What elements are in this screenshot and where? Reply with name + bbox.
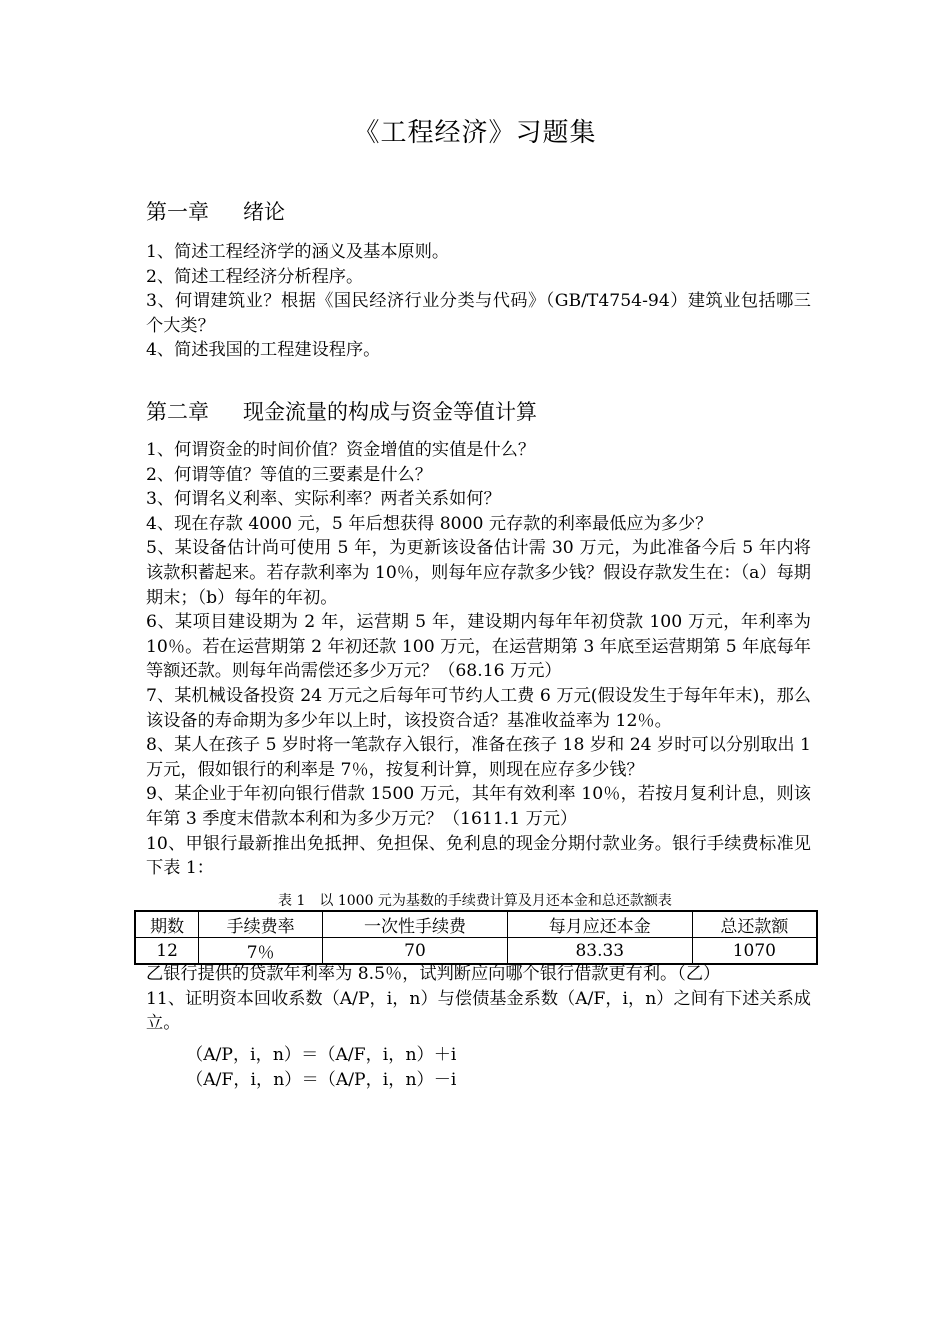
- table-cell: 1070: [692, 938, 817, 965]
- question: 3、何谓建筑业？根据《国民经济行业分类与代码》（GB/T4754-94）建筑业包括哪三个大类？: [146, 291, 811, 336]
- after-table-text: [146, 962, 811, 1036]
- chapter-2-questions: [146, 438, 811, 881]
- table-header-cell: 一次性手续费: [323, 911, 508, 938]
- table-cell: 70: [323, 938, 508, 965]
- table-header-cell: 每月应还本金: [507, 911, 692, 938]
- table-row: [135, 938, 817, 965]
- table-header-cell: 总还款额: [692, 911, 817, 938]
- table-header-cell: 期数: [135, 911, 199, 938]
- table-caption: 表 1 以 1000 元为基数的手续费计算及月还本金和总还款额表: [278, 893, 672, 909]
- chapter-2-number: 第二章: [146, 400, 209, 424]
- table-header-row: [135, 911, 817, 938]
- question: 1、简述工程经济学的涵义及基本原则。: [146, 242, 450, 262]
- question: 乙银行提供的贷款年利率为 8.5％，试判断应向哪个银行借款更有利。（乙）: [146, 964, 721, 984]
- question: 8、某人在孩子 5 岁时将一笔款存入银行，准备在孩子 18 岁和 24 岁时可以分别取出 1 万元，假如银行的利率是 7％，按复利计算，则现在应存多少钱？: [146, 735, 811, 780]
- question: 11、证明资本回收系数（A/P，i，n）与偿债基金系数（A/F，i，n）之间有下述关系成立。: [146, 988, 811, 1034]
- question: 7、某机械设备投资 24 万元之后每年可节约人工费 6 万元(假设发生于每年年末)，那么该设备的寿命期为多少年以上时，该投资合适？基准收益率为 12％。: [146, 685, 811, 731]
- table-cell: 7％: [199, 938, 323, 965]
- table-header-cell: 手续费率: [199, 911, 323, 938]
- question: 5、某设备估计尚可使用 5 年，为更新该设备估计需 30 万元，为此准备今后 5 年内将该款积蓄起来。若存款利率为 10％，则每年应存款多少钱？假设存款发生在：（a）每期期末；（b）每年的年初。: [146, 538, 811, 608]
- chapter-1-heading: [146, 196, 285, 226]
- fee-table: [134, 910, 818, 965]
- chapter-2-heading: [146, 396, 537, 426]
- page-title: 《工程经济》习题集: [353, 118, 597, 148]
- question: 2、何谓等值？等值的三要素是什么？: [146, 464, 432, 485]
- chapter-1-questions: [146, 240, 811, 363]
- question: 4、现在存款 4000 元，5 年后想获得 8000 元存款的利率最低应为多少？: [146, 513, 713, 534]
- question: 6、某项目建设期为 2 年，运营期 5 年，建设期内每年年初贷款 100 万元，年利率为 10％。若在运营期第 2 年初还款 100 万元，在运营期第 3 年底至运营期第 5 年底每年等额还款。则每年尚需偿还多少万元？（68.16 万元）: [146, 612, 811, 682]
- formula-1: （A/P，i，n）＝（A/F，i，n）＋i: [186, 1045, 457, 1065]
- formula-2: （A/F，i，n）＝（A/P，i，n）－i: [186, 1070, 457, 1090]
- question: 9、某企业于年初向银行借款 1500 万元，其年有效利率 10％，若按月复利计息，则该年第 3 季度末借款本利和为多少万元？（1611.1 万元）: [146, 784, 811, 829]
- table-cell: 83.33: [507, 938, 692, 965]
- question: 10、甲银行最新推出免抵押、免担保、免利息的现金分期付款业务。银行手续费标准见下表 1：: [146, 833, 811, 879]
- question: 3、何谓名义利率、实际利率？两者关系如何？: [146, 489, 501, 510]
- chapter-2-name: 现金流量的构成与资金等值计算: [243, 400, 537, 424]
- chapter-1-number: 第一章: [146, 200, 209, 224]
- chapter-1-name: 绪论: [243, 200, 285, 224]
- question: 4、简述我国的工程建设程序。: [146, 340, 381, 361]
- question: 1、何谓资金的时间价值？资金增值的实值是什么？: [146, 440, 536, 460]
- table-cell: 12: [135, 938, 199, 965]
- question: 2、简述工程经济分析程序。: [146, 266, 364, 287]
